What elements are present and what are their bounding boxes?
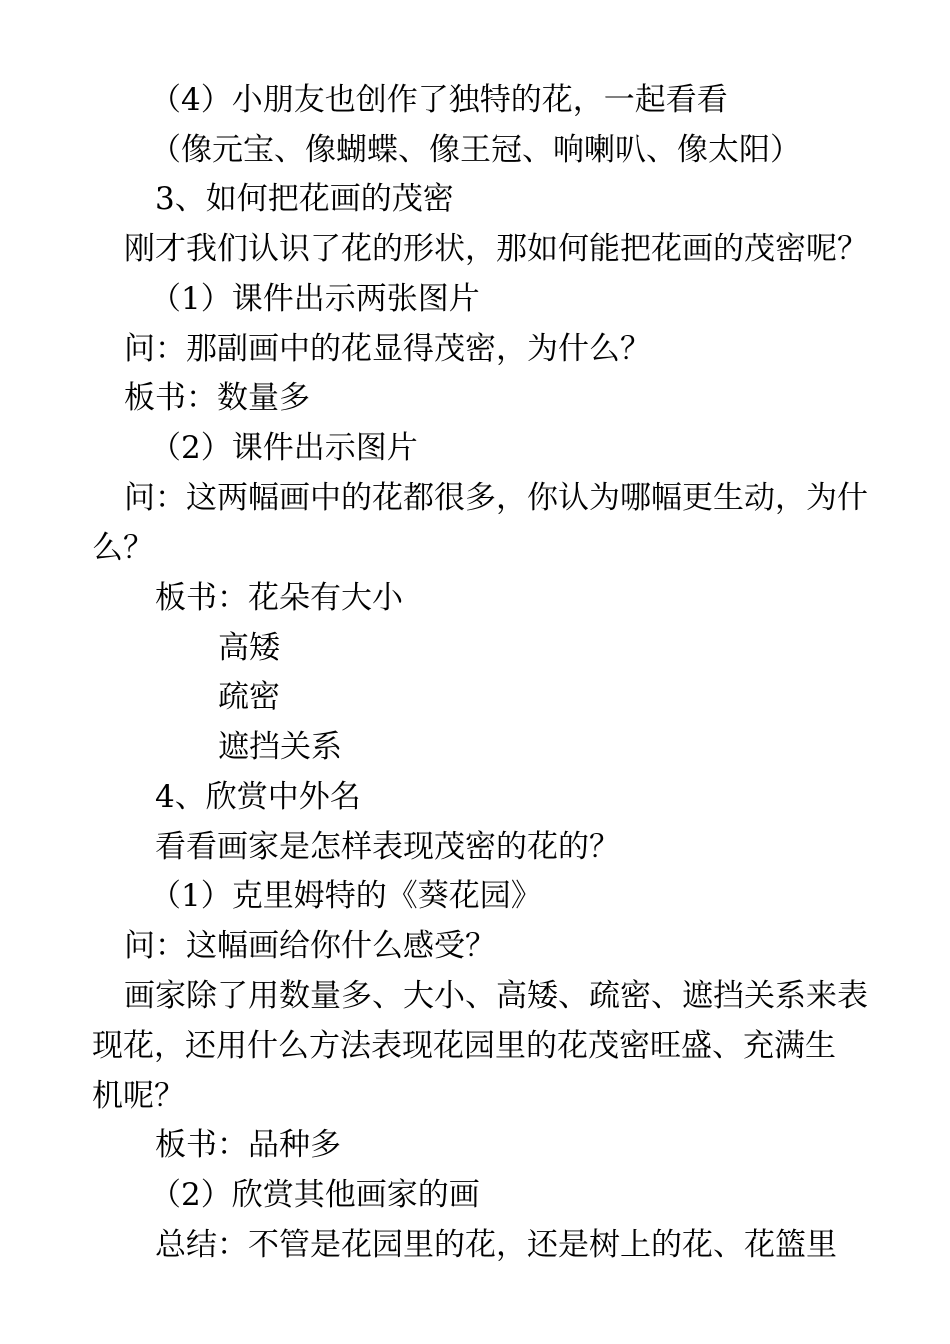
text-line: 机呢？: [92, 1078, 185, 1114]
text-line: 看看画家是怎样表现茂密的花的？: [155, 829, 620, 865]
text-line: 板书：品种多: [155, 1127, 341, 1163]
text-line: 板书：数量多: [124, 380, 310, 416]
text-line: （2）欣赏其他画家的画: [150, 1177, 480, 1213]
text-line: 疏密: [218, 679, 280, 715]
text-line: （像元宝、像蝴蝶、像王冠、响喇叭、像太阳）: [150, 132, 801, 168]
text-line: 么？: [92, 530, 154, 566]
text-line: （1）课件出示两张图片: [150, 281, 480, 317]
section-heading: 4、欣赏中外名: [155, 779, 361, 815]
text-line: 遮挡关系: [218, 729, 342, 765]
text-line: 现花，还用什么方法表现花园里的花茂密旺盛、充满生: [92, 1028, 836, 1064]
text-line: （1）克里姆特的《葵花园》: [150, 878, 542, 914]
section-heading: 3、如何把花画的茂密: [155, 181, 454, 217]
text-line: 画家除了用数量多、大小、高矮、疏密、遮挡关系来表: [124, 978, 868, 1014]
text-line: 刚才我们认识了花的形状，那如何能把花画的茂密呢？: [124, 231, 868, 267]
text-line: （2）课件出示图片: [150, 430, 418, 466]
text-line: 问：那副画中的花显得茂密，为什么？: [124, 331, 651, 367]
text-line: 板书：花朵有大小: [155, 580, 403, 616]
text-line: 问：这两幅画中的花都很多，你认为哪幅更生动，为什: [124, 480, 868, 516]
text-line: 总结：不管是花园里的花，还是树上的花、花篮里: [155, 1227, 837, 1263]
text-line: 高矮: [218, 630, 280, 666]
text-line: 问：这幅画给你什么感受？: [124, 928, 496, 964]
text-line: （4）小朋友也创作了独特的花，一起看看: [150, 82, 728, 118]
